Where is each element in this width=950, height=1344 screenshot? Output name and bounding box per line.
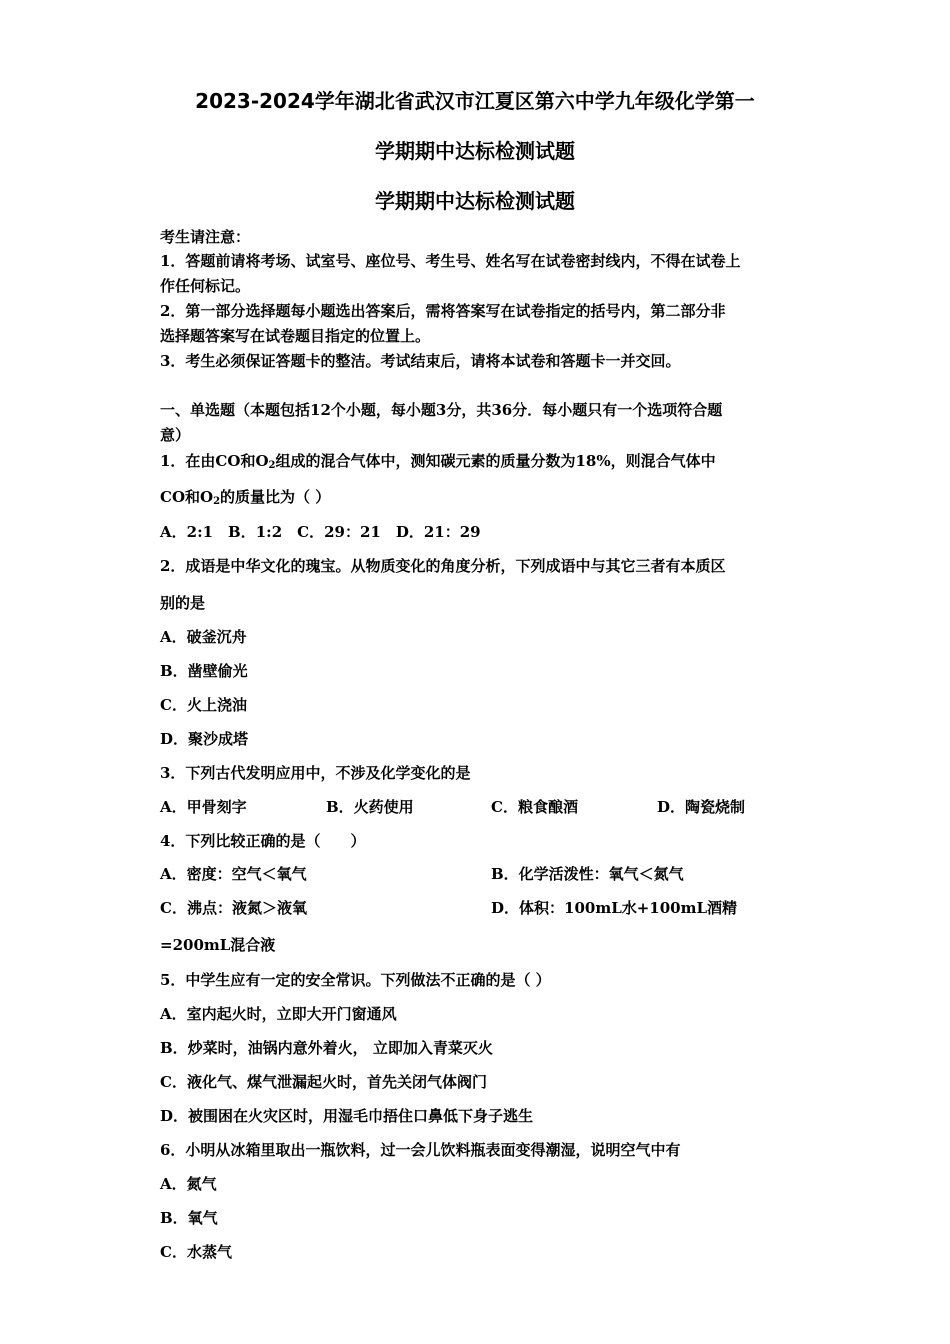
question-3-option-d: D．陶瓷烧制 [657, 798, 746, 816]
question-5-option-c: C．液化气、煤气泄漏起火时，首先关闭气体阀门 [160, 1073, 487, 1091]
question-3-option-a: A．甲骨刻字 [160, 798, 247, 816]
notice-item-3: 3．考生必须保证答题卡的整洁。考试结束后，请将本试卷和答题卡一并交回。 [160, 352, 681, 370]
question-2-option-c: C．火上浇油 [160, 696, 247, 714]
notice-item-1-cont: 作任何标记。 [160, 277, 251, 295]
question-3-option-c: C．粮食酿酒 [491, 798, 578, 816]
question-2-option-d: D．聚沙成塔 [160, 730, 249, 748]
notice-item-2-cont: 选择题答案写在试卷题目指定的位置上。 [160, 327, 431, 345]
question-1-stem: 1．在由CO和$O_2$组成的混合气体中，测知碳元素的质量分数为18%，则混合气体中 [160, 452, 716, 471]
question-4-stem: 4．下列比较正确的是（ ） [160, 832, 366, 850]
question-2-option-a: A．破釜沉舟 [160, 628, 247, 646]
question-6-option-c: C．水蒸气 [160, 1243, 232, 1261]
question-5-option-d: D．被围困在火灾区时，用湿毛巾捂住口鼻低下身子逃生 [160, 1107, 534, 1125]
page-title-line-3: 学期期中达标检测试题 [375, 189, 575, 213]
section-heading-cont: 意） [160, 426, 191, 444]
question-5-option-a: A．室内起火时，立即大开门窗通风 [160, 1005, 397, 1023]
section-heading: 一、单选题（本题包括12个小题，每小题3分，共36分．每小题只有一个选项符合题 [160, 401, 723, 419]
notice-item-1: 1．答题前请将考场、试室号、座位号、考生号、姓名写在试卷密封线内，不得在试卷上 [160, 252, 741, 270]
question-2-stem: 2．成语是中华文化的瑰宝。从物质变化的角度分析，下列成语中与其它三者有本质区 [160, 557, 726, 575]
page-title-line-2: 学期期中达标检测试题 [375, 139, 575, 163]
question-6-option-b: B．氧气 [160, 1209, 218, 1227]
question-4-option-d-cont: =200mL混合液 [160, 936, 276, 954]
question-1-stem-cont: CO和$O_2$的质量比为（ ） [160, 488, 331, 507]
question-6-stem: 6．小明从冰箱里取出一瓶饮料，过一会儿饮料瓶表面变得潮湿，说明空气中有 [160, 1141, 681, 1159]
question-1-options: A．2:1 B．1:2 C．29：21 D．21：29 [160, 523, 481, 541]
question-4-option-d: D．体积：100mL水+100mL酒精 [491, 899, 738, 917]
notice-item-2: 2．第一部分选择题每小题选出答案后，需将答案写在试卷指定的括号内，第二部分非 [160, 302, 726, 320]
question-5-option-b: B．炒菜时，油锅内意外着火， 立即加入青菜灭火 [160, 1039, 493, 1057]
notice-heading: 考生请注意： [160, 228, 251, 246]
question-3-stem: 3．下列古代发明应用中，不涉及化学变化的是 [160, 764, 471, 782]
question-4-option-c: C．沸点：液氮＞液氧 [160, 899, 307, 917]
question-4-option-b: B．化学活泼性：氧气＜氮气 [491, 865, 684, 883]
page-title-line-1: 2023-2024学年湖北省武汉市江夏区第六中学九年级化学第一 [195, 89, 755, 113]
question-5-stem: 5．中学生应有一定的安全常识。下列做法不正确的是（ ） [160, 971, 551, 989]
question-4-option-a: A．密度：空气＜氧气 [160, 865, 307, 883]
question-3-option-b: B．火药使用 [326, 798, 414, 816]
question-2-option-b: B．凿壁偷光 [160, 662, 248, 680]
question-2-stem-cont: 别的是 [160, 594, 206, 612]
question-6-option-a: A．氮气 [160, 1175, 217, 1193]
